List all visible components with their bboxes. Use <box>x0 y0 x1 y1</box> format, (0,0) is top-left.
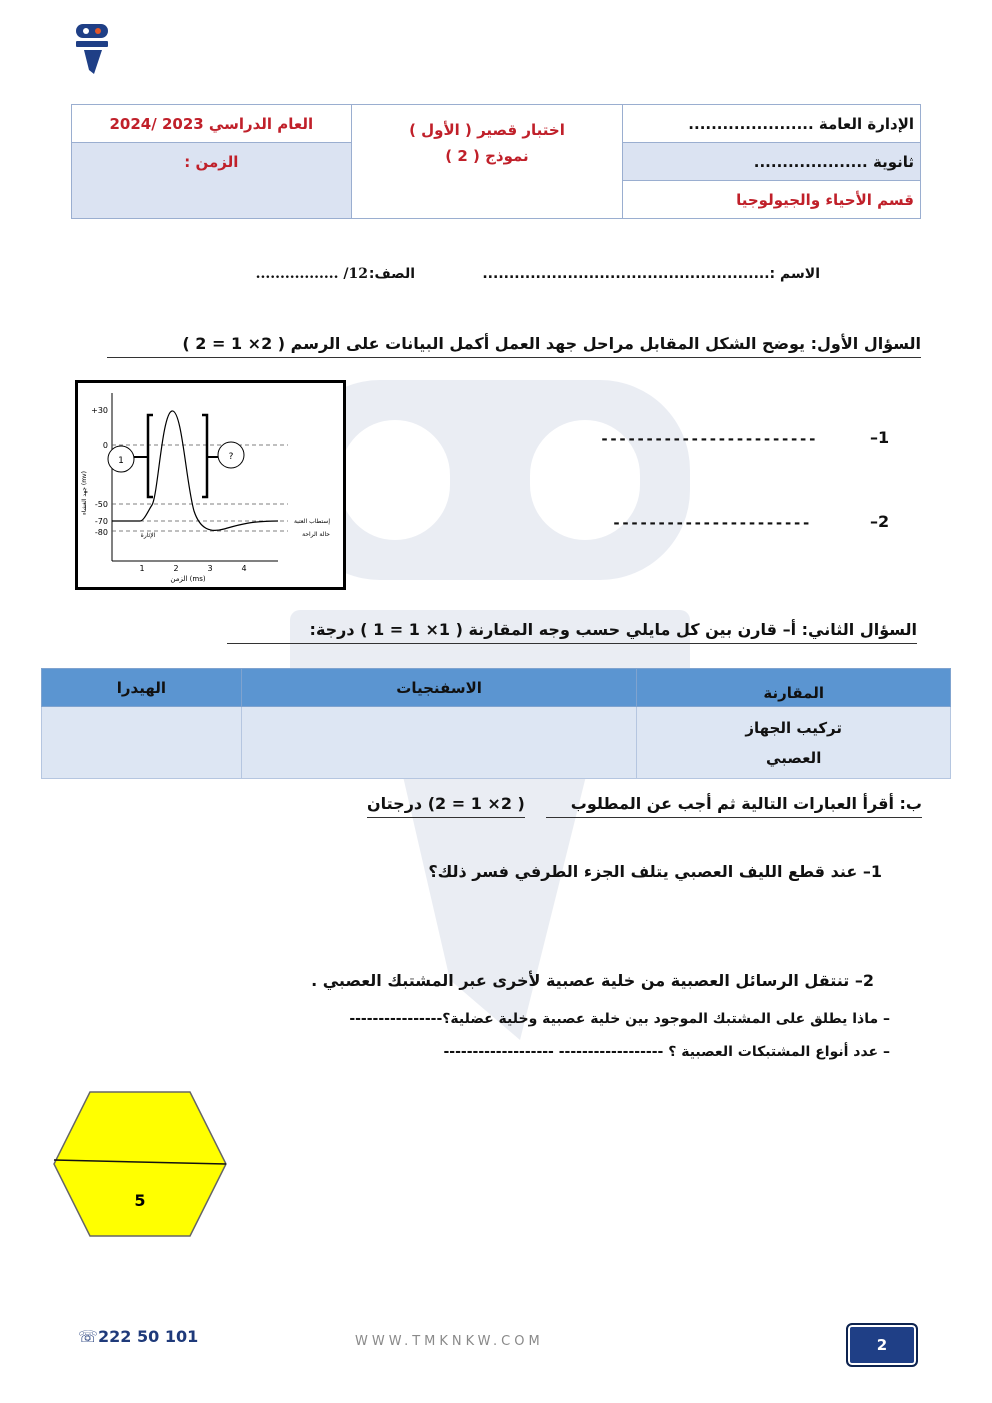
department-text: قسم الأحياء والجيولوجيا <box>736 190 914 209</box>
blank2-number: 2– <box>870 512 890 531</box>
y-tick-label: +30 <box>91 406 108 415</box>
hydra-answer-cell[interactable] <box>42 707 242 779</box>
table-header-row <box>42 669 951 707</box>
blank2-line[interactable]: ---------------------- <box>612 514 811 532</box>
blank1-number: 1– <box>870 428 890 447</box>
page-number-badge: 2 <box>846 1323 918 1367</box>
y-tick-label: -70 <box>94 517 108 526</box>
label-circle-2-text: ? <box>228 452 234 462</box>
score-value: 5 <box>134 1191 146 1210</box>
label-circle-1-text: 1 <box>118 456 124 466</box>
graph-svg <box>78 383 343 587</box>
y-axis-label: جهد الغشاء (mv) <box>81 471 88 515</box>
repolarization-bracket <box>202 415 207 497</box>
time-cell <box>72 143 352 219</box>
brand-logo <box>70 22 114 76</box>
footer-website[interactable]: WWW.TMKNKW.COM <box>355 1334 544 1349</box>
threshold-label: إستطاب العتبة <box>293 518 330 525</box>
part-b-lead: ب: أقرأ العبارات التالية ثم أجب عن المطلوب <box>546 794 922 818</box>
quiz-model: نموذج ( 2 ) <box>445 147 529 165</box>
blank1-line[interactable]: ------------------------ <box>600 430 817 448</box>
directorate-cell <box>623 105 921 143</box>
y-tick-label: 0 <box>102 441 108 450</box>
school-cell <box>623 143 921 181</box>
row-label-line: العصبي <box>766 748 822 767</box>
comparison-table <box>41 668 951 779</box>
table-row <box>42 707 951 779</box>
x-axis-label: الزمن (ms) <box>170 575 206 583</box>
part-b-score: ( 2× 1 = 2) درجتان <box>367 794 525 818</box>
x-tick-label: 1 <box>139 564 145 573</box>
item1-text: 1– عند قطع الليف العصبي يتلف الجزء الطرفي فسر ذلك؟ <box>428 862 882 881</box>
sub-question-1: – ماذا يطلق على المشتبك الموجود بين خلية عصبية وخلية عضلية؟---------------- <box>349 1011 890 1027</box>
quiz-title-cell <box>351 105 623 219</box>
row-label-line: تركيب الجهاز <box>745 718 843 737</box>
student-name-field[interactable]: الاسم :...................................................... <box>482 266 820 282</box>
student-info-row <box>180 266 820 292</box>
table-header-cell: الاسفنجيات <box>241 669 637 707</box>
item2-text: 2– تنتقل الرسائل العصبية من خلية عصبية لأخرى عبر المشتبك العصبي . <box>311 971 874 990</box>
table-header-cell: الهيدرا <box>42 669 242 707</box>
sponges-answer-cell[interactable] <box>241 707 637 779</box>
footer-phone: ☏222 50 101 <box>78 1327 199 1346</box>
q1-title: السؤال الأول: يوضح الشكل المقابل مراحل جهد العمل أكمل البيانات على الرسم ( 2× 1 = 2 ) <box>107 334 921 358</box>
school-text: ثانوية .................... <box>753 152 914 171</box>
x-tick-label: 3 <box>207 564 213 573</box>
directorate-text: الإدارة العامة ...................... <box>688 114 914 133</box>
y-tick-label: -50 <box>94 500 108 509</box>
table-row-label <box>637 707 951 779</box>
academic-year-text: العام الدراسي 2023 /2024 <box>109 114 314 133</box>
x-tick-label: 4 <box>241 564 247 573</box>
action-potential-graph <box>75 380 346 590</box>
depolarization-bracket <box>148 415 153 497</box>
table-header-cell: المقارنة <box>637 669 951 707</box>
department-cell <box>623 181 921 219</box>
academic-year-cell <box>72 105 352 143</box>
part-b-title <box>367 794 922 818</box>
score-hexagon <box>52 1090 228 1238</box>
q2-title: السؤال الثاني: أ– قارن بين كل مايلي حسب وجه المقارنة ( 1× 1 = 1 ) درجة: <box>227 620 917 644</box>
time-label: الزمن : <box>184 153 239 171</box>
quiz-title: اختبار قصير ( الأول ) <box>409 121 565 139</box>
stimulus-label: الإثارة <box>140 532 156 539</box>
sub-question-2: – عدد أنواع المشتبكات العصبية ؟ ------------------ ------------------- <box>443 1044 890 1060</box>
class-label: الصف: <box>368 266 415 282</box>
header-table <box>71 104 921 219</box>
action-potential-curve <box>112 411 278 530</box>
y-tick-label: -80 <box>94 528 108 537</box>
x-tick-label: 2 <box>173 564 179 573</box>
rest-label: حالة الراحة <box>302 531 330 538</box>
class-field[interactable]: 12/ ................. <box>255 266 368 282</box>
